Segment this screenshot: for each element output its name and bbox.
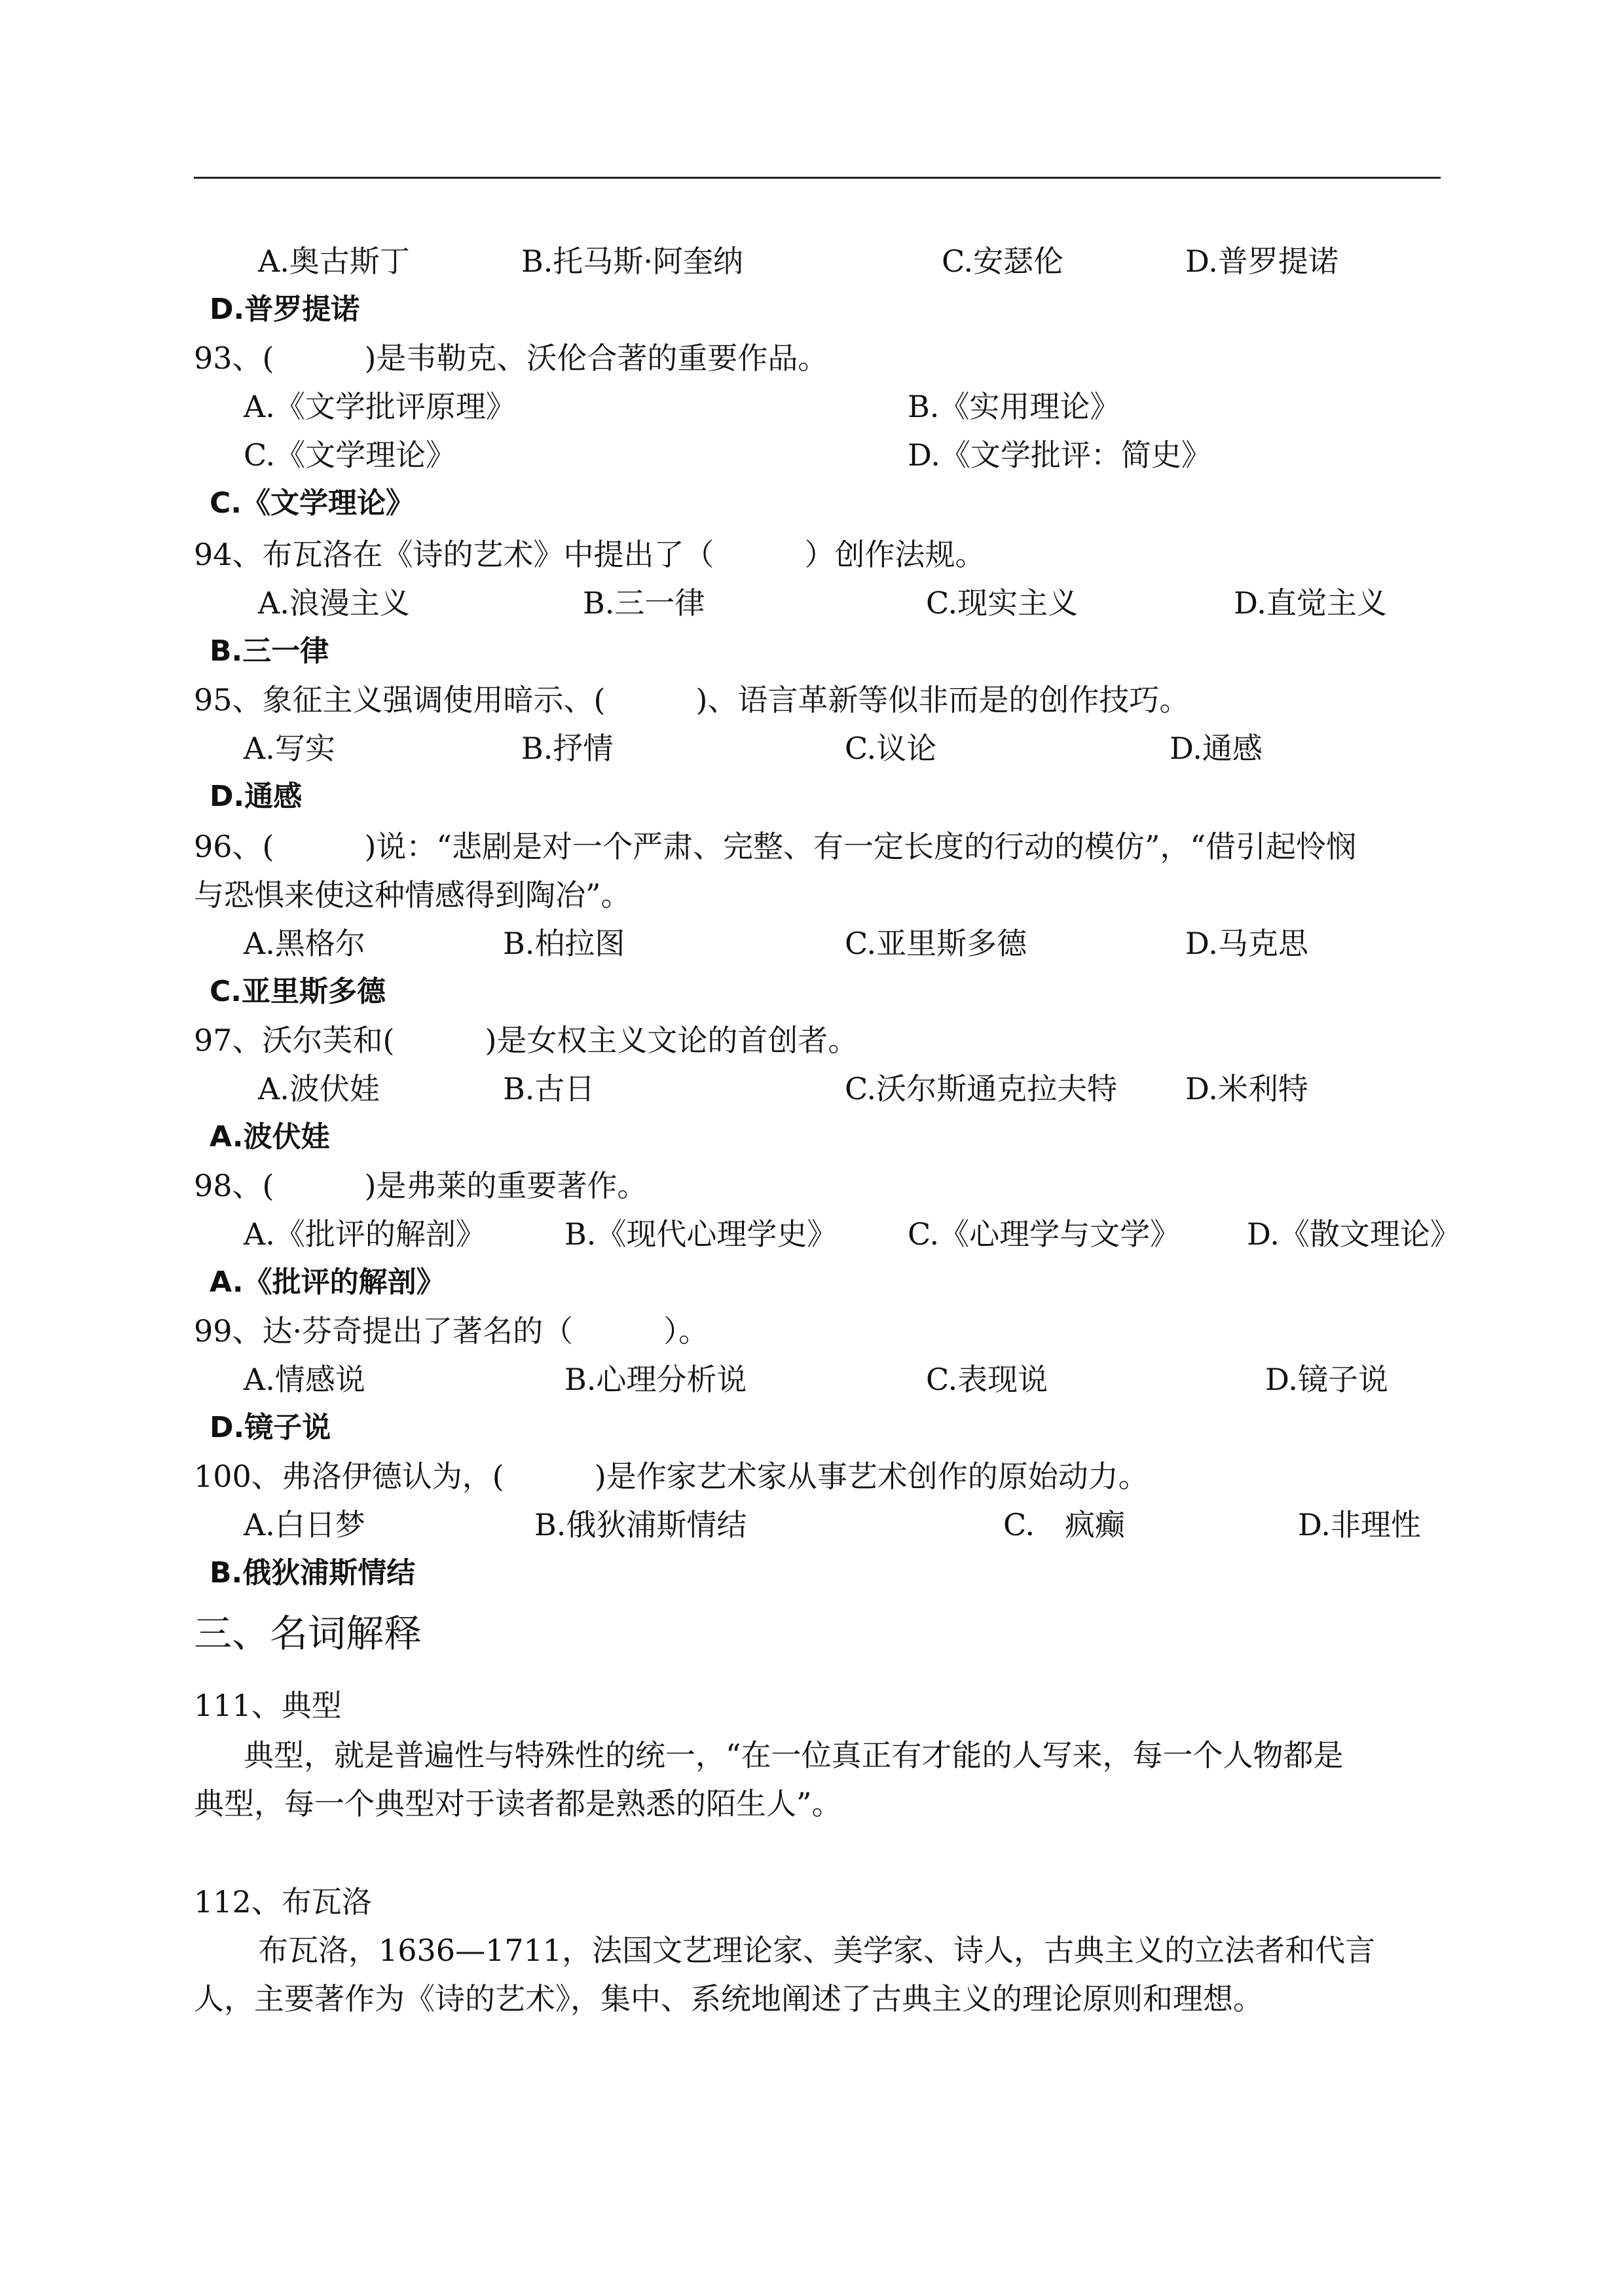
q93-stem: 93、( )是韦勒克、沃伦合著的重要作品。 (194, 340, 828, 376)
q97-option-b: B.古日 (503, 1071, 595, 1106)
q96-answer: C.亚里斯多德 (210, 975, 386, 1008)
q92-option-b: B.托马斯·阿奎纳 (521, 244, 744, 279)
q99-option-d: D.镜子说 (1265, 1362, 1388, 1397)
q94-stem: 94、布瓦洛在《诗的艺术》中提出了（ ）创作法规。 (194, 537, 986, 572)
q96-option-d: D.马克思 (1185, 926, 1308, 961)
q100-stem: 100、弗洛伊德认为，( )是作家艺术家从事艺术创作的原始动力。 (194, 1459, 1149, 1494)
term-111-title: 111、典型 (194, 1688, 342, 1723)
q94-answer: B.三一律 (210, 634, 329, 668)
q92-answer: D.普罗提诺 (210, 293, 360, 326)
q97-answer: A.波伏娃 (210, 1120, 330, 1154)
q95-option-a: A.写实 (244, 731, 335, 766)
q93-option-a: A.《文学批评原理》 (244, 389, 516, 424)
q98-option-a: A.《批评的解剖》 (244, 1216, 486, 1252)
q96-stem-line2: 与恐惧来使这种情感得到陶冶”。 (194, 877, 631, 913)
q98-option-c: C.《心理学与文学》 (908, 1216, 1181, 1252)
q94-option-a: A.浪漫主义 (258, 585, 410, 621)
q97-option-c: C.沃尔斯通克拉夫特 (845, 1071, 1118, 1106)
q93-option-c: C.《文学理论》 (244, 437, 456, 473)
q96-stem-line1: 96、( )说：“悲剧是对一个严肃、完整、有一定长度的行动的模仿”，“借引起怜悯 (194, 829, 1356, 864)
q100-answer: B.俄狄浦斯情结 (210, 1556, 416, 1590)
q95-option-c: C.议论 (845, 731, 937, 766)
q94-option-b: B.三一律 (583, 585, 705, 621)
q96-option-b: B.柏拉图 (503, 926, 625, 961)
q98-option-d: D.《散文理论》 (1247, 1216, 1460, 1252)
q95-option-d: D.通感 (1170, 731, 1263, 766)
q100-option-c: C. 疯癫 (1003, 1507, 1126, 1542)
q92-option-d: D.普罗提诺 (1185, 244, 1338, 279)
term-111-text-line1: 典型，就是普遍性与特殊性的统一，“在一位真正有才能的人写来，每一个人物都是 (244, 1738, 1344, 1773)
q98-stem: 98、( )是弗莱的重要著作。 (194, 1168, 648, 1203)
q93-answer: C.《文学理论》 (210, 486, 415, 520)
term-112-text-line1: 布瓦洛，1636—1711，法国文艺理论家、美学家、诗人，古典主义的立法者和代言 (258, 1933, 1376, 1968)
q99-answer: D.镜子说 (210, 1411, 331, 1444)
q97-option-d: D.米利特 (1185, 1071, 1308, 1106)
q100-option-b: B.俄狄浦斯情结 (534, 1507, 747, 1542)
section-heading: 三、名词解释 (194, 1611, 422, 1656)
term-112-text-line2: 人，主要著作为《诗的艺术》，集中、系统地阐述了古典主义的理论原则和理想。 (194, 1981, 1263, 2016)
q93-option-d: D.《文学批评：简史》 (908, 437, 1211, 473)
q100-option-a: A.白日梦 (244, 1507, 365, 1542)
term-112-title: 112、布瓦洛 (194, 1884, 372, 1920)
q99-option-c: C.表现说 (926, 1362, 1048, 1397)
q96-option-a: A.黑格尔 (244, 926, 365, 961)
q95-option-b: B.抒情 (521, 731, 614, 766)
q94-option-d: D.直觉主义 (1234, 585, 1387, 621)
q99-stem: 99、达·芬奇提出了著名的（ ）。 (194, 1313, 709, 1349)
q99-option-a: A.情感说 (244, 1362, 365, 1397)
q98-answer: A.《批评的解剖》 (210, 1266, 445, 1299)
q95-answer: D.通感 (210, 780, 303, 813)
q100-option-d: D.非理性 (1298, 1507, 1421, 1542)
header-rule (194, 177, 1441, 179)
q99-option-b: B.心理分析说 (564, 1362, 747, 1397)
q94-option-c: C.现实主义 (926, 585, 1079, 621)
q97-stem: 97、沃尔芙和( )是女权主义文论的首创者。 (194, 1023, 858, 1058)
q93-option-b: B.《实用理论》 (908, 389, 1120, 424)
q92-option-c: C.安瑟伦 (942, 244, 1064, 279)
q96-option-c: C.亚里斯多德 (845, 926, 1027, 961)
q95-stem: 95、象征主义强调使用暗示、( )、语言革新等似非而是的创作技巧。 (194, 682, 1190, 718)
q98-option-b: B.《现代心理学史》 (564, 1216, 838, 1252)
term-111-text-line2: 典型，每一个典型对于读者都是熟悉的陌生人”。 (194, 1786, 842, 1821)
q92-option-a: A.奥古斯丁 (258, 244, 410, 279)
q97-option-a: A.波伏娃 (258, 1071, 380, 1106)
